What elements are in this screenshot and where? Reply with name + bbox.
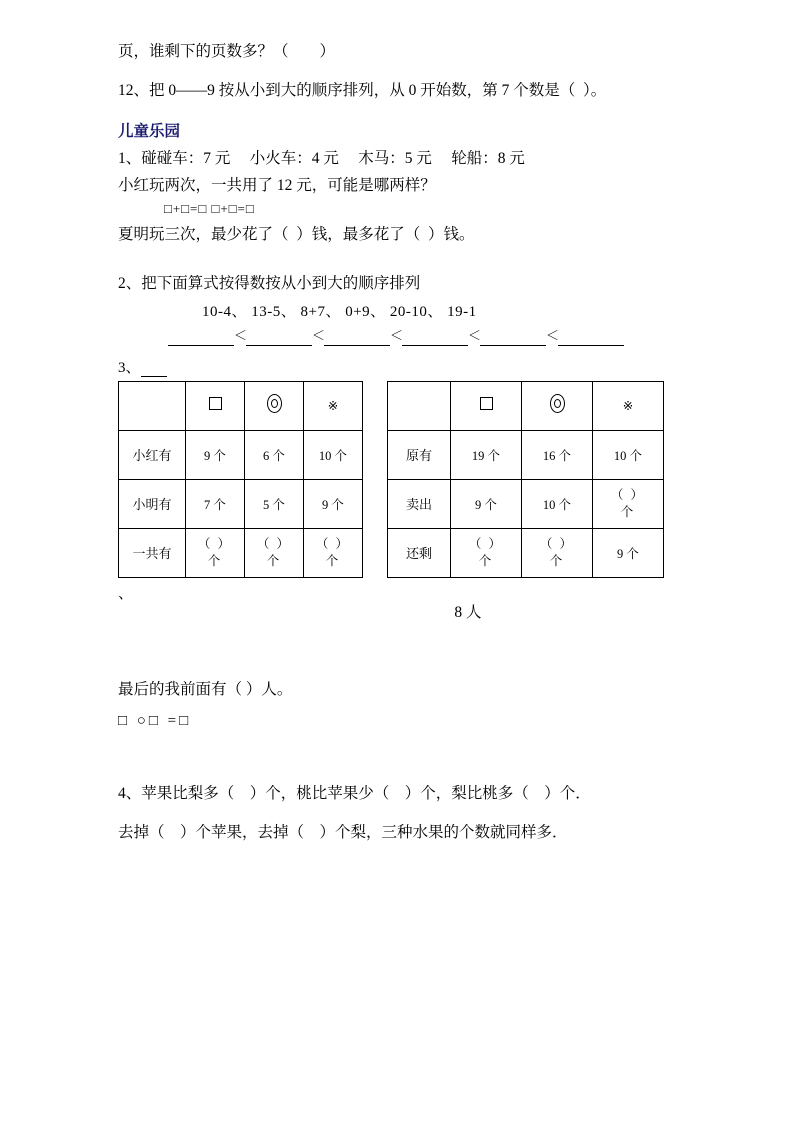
question-1-followup: 夏明玩三次，最少花了（ ）钱，最多花了（ ）钱。 (118, 226, 475, 243)
question-3-number: 3、 (118, 356, 678, 377)
spacer (118, 262, 678, 272)
blank-6 (558, 331, 624, 346)
cell-value: 10 个 (593, 430, 664, 479)
blank-2 (246, 331, 312, 346)
cell-value: 10 个 (304, 430, 363, 479)
spacer (118, 637, 678, 677)
question-1-prices: 1、碰碰车：7 元 小火车：4 元 木马：5 元 轮船：8 元 (118, 149, 525, 167)
row-label: 还剩 (388, 528, 451, 577)
cell-value: 9 个 (186, 430, 245, 479)
eight-people-label: 8 人 (454, 603, 482, 621)
cell-value: 9 个 (304, 479, 363, 528)
cell-value: 5 个 (245, 479, 304, 528)
question-2-expressions: 10-4、 13-5、 8+7、 0+9、 20-10、 19-1 (202, 303, 477, 320)
cell-value: 16 个 (522, 430, 593, 479)
cell-value: 7 个 (186, 479, 245, 528)
blank-1 (168, 331, 234, 346)
question-12: 12、把 0——9 按从小到大的顺序排列，从 0 开始数，第 7 个数是（ ）。 (118, 82, 607, 100)
blank-4 (402, 331, 468, 346)
question-1-prompt: 小红玩两次，一共用了 12 元，可能是哪两样？ (118, 176, 436, 194)
cell-value: 9 个 (451, 479, 522, 528)
cell-value: 10 个 (522, 479, 593, 528)
question-1-answer-boxes: □+□=□ □+□=□ (164, 201, 255, 216)
row-label: 卖出 (388, 479, 451, 528)
question-front-of-me: 最后的我前面有（ ）人。 (118, 681, 293, 698)
row-label: 原有 (388, 430, 451, 479)
page-content (118, 40, 678, 861)
less-than-4: ＜ (468, 327, 482, 343)
cell-value: 6 个 (245, 430, 304, 479)
table-row (119, 430, 363, 479)
cell-answer-blank: （ ） 个 (593, 479, 664, 528)
tables-container (118, 381, 678, 578)
table-row-header (388, 381, 664, 430)
question-11-tail: 页，谁剩下的页数多？（ ） (118, 43, 336, 60)
header-cell-empty (119, 381, 186, 430)
question-2-answer-blanks (118, 327, 678, 346)
header-cell-asterisk: ※ (304, 381, 363, 430)
oval-icon (267, 394, 282, 413)
row-label: 小明有 (119, 479, 186, 528)
section-title-children-park: 儿童乐园 (118, 121, 181, 140)
header-cell-asterisk: ※ (593, 381, 664, 430)
cell-answer-blank: （ ） 个 (304, 528, 363, 577)
row-label: 一共有 (119, 528, 186, 577)
cell-answer-blank: （ ） 个 (186, 528, 245, 577)
less-than-5: ＜ (546, 327, 560, 343)
table-row (119, 528, 363, 577)
row-label: 小红有 (119, 430, 186, 479)
table-row (388, 479, 664, 528)
stray-tick-mark: 、 (118, 585, 134, 602)
question-symbol-equation: □ ○□ =□ (118, 713, 192, 729)
table-row (388, 528, 664, 577)
square-icon (480, 397, 493, 410)
header-cell-square (186, 381, 245, 430)
header-cell-oval (245, 381, 304, 430)
cell-answer-blank: （ ） 个 (522, 528, 593, 577)
question-4-part1: 4、苹果比梨多（ ）个，桃比苹果少（ ）个，梨比桃多（ ）个． (118, 785, 591, 802)
oval-icon (550, 394, 565, 413)
spacer (118, 760, 678, 782)
question-4-part2: 去掉（ ）个苹果，去掉（ ）个梨，三种水果的个数就同样多． (118, 824, 568, 842)
less-than-3: ＜ (390, 327, 404, 343)
square-icon (209, 397, 222, 410)
header-cell-square (451, 381, 522, 430)
blank-3 (324, 331, 390, 346)
header-cell-oval (522, 381, 593, 430)
less-than-1: ＜ (234, 327, 248, 343)
table-row (119, 479, 363, 528)
cell-answer-blank: （ ） 个 (451, 528, 522, 577)
header-cell-empty (388, 381, 451, 430)
cell-answer-blank: （ ） 个 (245, 528, 304, 577)
blank-5 (480, 331, 546, 346)
less-than-2: ＜ (312, 327, 326, 343)
cell-value: 9 个 (593, 528, 664, 577)
cell-value: 19 个 (451, 430, 522, 479)
table-left (118, 381, 363, 578)
table-right (387, 381, 664, 578)
table-row (388, 430, 664, 479)
question-3-blank (141, 362, 167, 377)
table-row-header (119, 381, 363, 430)
question-2-prompt: 2、把下面算式按得数按从小到大的顺序排列 (118, 275, 421, 293)
